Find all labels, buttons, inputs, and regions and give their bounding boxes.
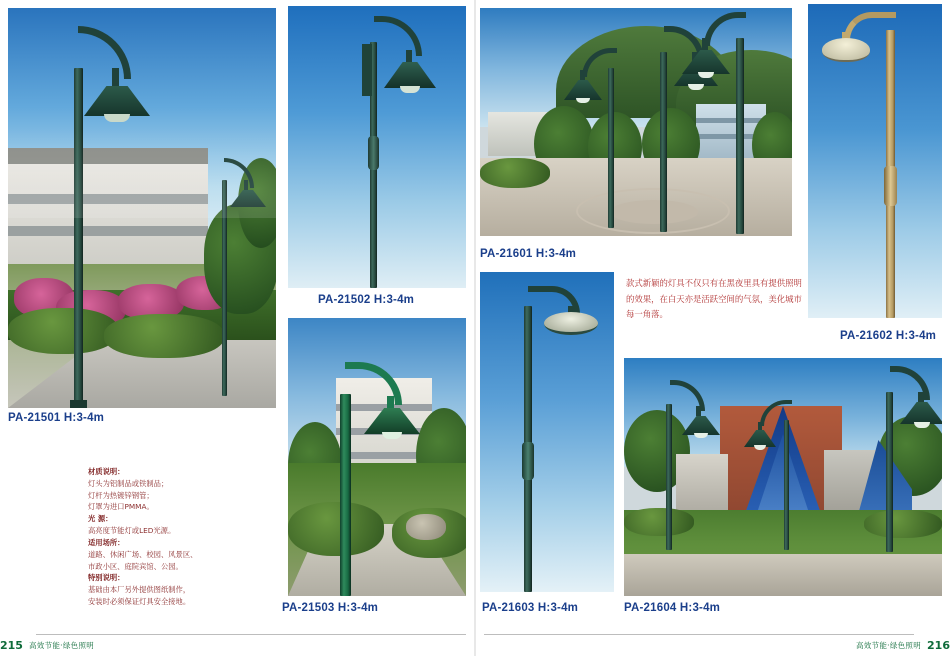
caption-pa-21602: PA-21602 H:3-4m [840,330,937,342]
spec-application-heading: 适用场所： [88,537,125,547]
caption-pa-21502: PA-21502 H:3-4m [318,294,415,306]
spec-application-line-2: 市政小区、庭院宾馆、公园。 [88,561,183,571]
caption-pa-21601: PA-21601 H:3-4m [480,248,577,260]
spec-light-source-heading: 光 源： [88,514,113,524]
lamp-head [822,38,870,62]
spec-light-source-line-1: 高亮度节能灯或LED光源。 [88,526,176,536]
spec-application-line-1: 道路、休闲广场、校园、风景区、 [88,549,198,559]
lamp-head [544,312,598,335]
page-fold-divider [474,0,476,656]
lamp-pole [74,68,83,408]
pavement [624,554,942,596]
spec-material-line-1: 灯头为铝制品或铁制品； [88,478,169,488]
spec-note-line-1: 基础由本厂另外提供图纸制作， [88,585,191,595]
product-photo-pa-21501 [8,8,276,408]
spec-material-line-3: 灯罩为进口PMMA。 [88,502,154,512]
spec-note-line-2: 安装时必须保证灯具安全接地。 [88,596,191,606]
caption-pa-21604: PA-21604 H:3-4m [624,602,721,614]
footer-left [0,634,474,656]
marketing-note: 款式新颖的灯具不仅只有在黑夜里具有提供照明的效果，在白天亦是活跃空间的气氛，美化城市每一角落。 [626,278,802,320]
product-photo-pa-21602 [808,4,942,318]
product-photo-pa-21601 [480,8,792,236]
specifications-block [88,466,288,608]
page-number-right: 216 [927,638,950,652]
caption-pa-21603: PA-21603 H:3-4m [482,602,579,614]
spec-material-heading: 材质说明： [88,467,125,476]
caption-pa-21503: PA-21503 H:3-4m [282,602,379,614]
lamp-pole [340,394,351,596]
product-photo-pa-21503 [288,318,466,596]
spec-note-heading: 特别说明： [88,573,125,583]
footer-right [476,634,950,656]
footer-note-left: 高效节能·绿色照明 [28,640,95,650]
product-photo-pa-21604 [624,358,942,596]
product-photo-pa-21502 [288,6,466,288]
page-number-left: 215 [0,638,23,652]
product-photo-pa-21603 [480,272,614,592]
spec-material-line-2: 灯杆为热镀锌钢管； [88,490,154,500]
footer-note-right: 高效节能·绿色照明 [855,640,922,650]
caption-pa-21501: PA-21501 H:3-4m [8,412,105,424]
